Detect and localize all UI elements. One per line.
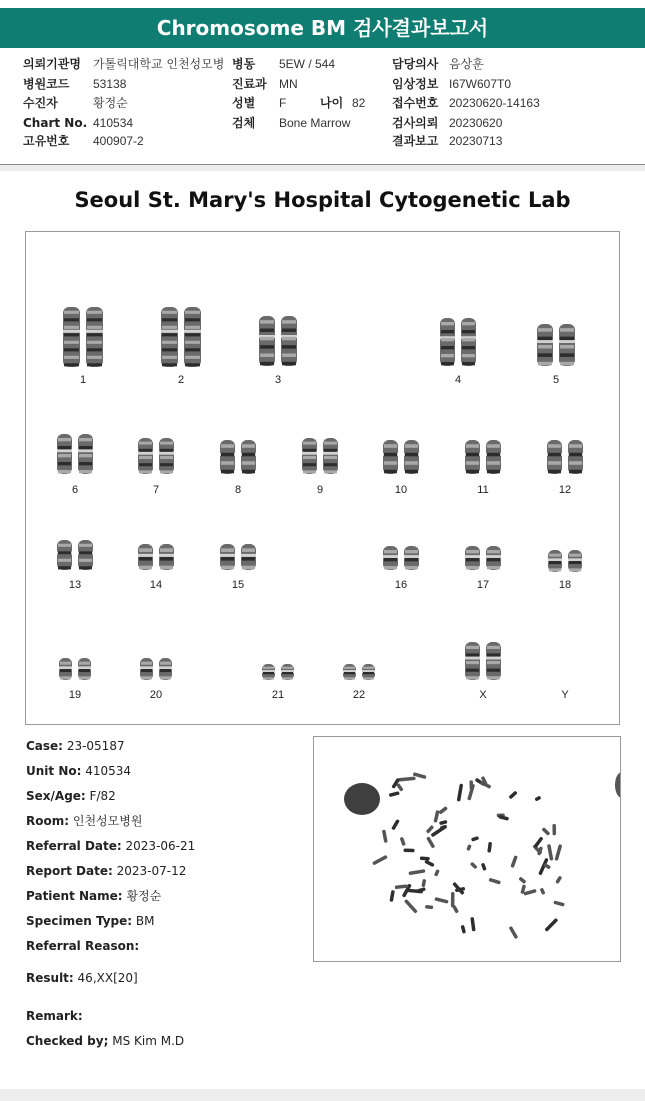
chromosome-pair-8 bbox=[220, 440, 256, 474]
remark-row bbox=[26, 1009, 83, 1023]
chromosome-label: 10 bbox=[394, 484, 408, 496]
chromosome-pair-7 bbox=[138, 438, 174, 474]
case-value: 23-05187 bbox=[66, 739, 125, 753]
chromosome-label: 14 bbox=[149, 579, 163, 591]
chromosome-pair-3 bbox=[259, 316, 297, 366]
chromosome-pair-12 bbox=[547, 440, 583, 474]
result-label: Result: bbox=[26, 971, 74, 985]
checked-label: Checked by; bbox=[26, 1034, 109, 1048]
patient-value: 황정순 bbox=[93, 96, 128, 110]
patient-name-row bbox=[26, 889, 161, 903]
chromosome-label: 2 bbox=[177, 374, 185, 386]
result-report-label: 결과보고 bbox=[392, 134, 439, 148]
result-report-value: 20230713 bbox=[449, 134, 503, 148]
chromosome-pair-15 bbox=[220, 544, 256, 570]
institution-label: 의뢰기관명 bbox=[23, 57, 81, 71]
specimen-type-label: Specimen Type: bbox=[26, 914, 133, 928]
case-label: Case: bbox=[26, 739, 63, 753]
lab-title: Seoul St. Mary's Hospital Cytogenetic Lab bbox=[74, 188, 571, 212]
referral-date-value: 2023-06-21 bbox=[125, 839, 196, 853]
chromosome-pair-5 bbox=[537, 324, 575, 366]
chromosome-label: X bbox=[479, 689, 487, 701]
sex-label: 성별 bbox=[232, 96, 256, 110]
department-label: 진료과 bbox=[232, 77, 267, 91]
chromosome-label: 21 bbox=[271, 689, 285, 701]
chromosome-pair-14 bbox=[138, 544, 174, 570]
chromosome-pair-16 bbox=[383, 546, 419, 570]
chromosome-label: 9 bbox=[316, 484, 324, 496]
chromosome-pair-1 bbox=[63, 307, 103, 367]
specimen-type-value: BM bbox=[135, 914, 155, 928]
chromosome-pair-21 bbox=[262, 664, 294, 680]
checked-value: MS Kim M.D bbox=[112, 1034, 185, 1048]
header-band bbox=[0, 165, 645, 171]
chromosome-label: 8 bbox=[234, 484, 242, 496]
age-label: 나이 bbox=[320, 96, 344, 110]
referral-reason-label: Referral Reason: bbox=[26, 939, 140, 953]
chromosome-label: 20 bbox=[149, 689, 163, 701]
report-date-label: Report Date: bbox=[26, 864, 113, 878]
chromosome-label: 4 bbox=[454, 374, 462, 386]
sex-value: F bbox=[279, 96, 287, 110]
chromosome-pair-X bbox=[465, 642, 501, 680]
chart-label: Chart No. bbox=[23, 116, 88, 130]
chromosome-label: 15 bbox=[231, 579, 245, 591]
chromosome-pair-13 bbox=[57, 540, 93, 570]
ward-label: 병동 bbox=[232, 57, 256, 71]
age-value: 82 bbox=[352, 96, 366, 110]
receipt-value: 20230620-14163 bbox=[449, 96, 540, 110]
chart-value: 410534 bbox=[93, 116, 134, 130]
chromosome-pair-17 bbox=[465, 546, 501, 570]
chromosome-label: 22 bbox=[352, 689, 366, 701]
chromosome-label: 12 bbox=[558, 484, 572, 496]
patient-label: 수진자 bbox=[23, 96, 58, 110]
chromosome-label: 17 bbox=[476, 579, 490, 591]
report-title: Chromosome BM 검사결과보고서 bbox=[0, 8, 645, 48]
metaphase-spread-illustration bbox=[314, 737, 620, 961]
room-value: 인천성모병원 bbox=[72, 814, 143, 828]
department-value: MN bbox=[279, 77, 298, 91]
unit-row bbox=[26, 764, 131, 778]
result-value: 46,XX[20] bbox=[77, 971, 138, 985]
chromosome-label: 11 bbox=[477, 484, 489, 496]
hospital-code-label: 병원코드 bbox=[23, 77, 70, 91]
referral-date-row bbox=[26, 839, 195, 853]
unique-label: 고유번호 bbox=[23, 134, 70, 148]
chromosome-label: 16 bbox=[394, 579, 408, 591]
specimen-type-row bbox=[26, 914, 155, 928]
karyotype-panel bbox=[25, 231, 620, 725]
chromosome-pair-2 bbox=[161, 307, 201, 367]
chromosome-label: 7 bbox=[152, 484, 160, 496]
unit-value: 410534 bbox=[85, 764, 132, 778]
bottom-band bbox=[0, 1089, 645, 1101]
room-label: Room: bbox=[26, 814, 70, 828]
sexage-value: F/82 bbox=[89, 789, 116, 803]
chromosome-label: Y bbox=[561, 689, 569, 701]
hospital-code-value: 53138 bbox=[93, 77, 127, 91]
chromosome-pair-19 bbox=[59, 658, 91, 680]
checked-row bbox=[26, 1034, 184, 1048]
report-date-value: 2023-07-12 bbox=[116, 864, 187, 878]
clinical-info-label: 임상정보 bbox=[392, 77, 439, 91]
chromosome-label: 1 bbox=[79, 374, 87, 386]
referral-date-label: Referral Date: bbox=[26, 839, 122, 853]
specimen-value: Bone Marrow bbox=[279, 116, 351, 130]
chromosome-label: 19 bbox=[68, 689, 82, 701]
ward-value: 5EW / 544 bbox=[279, 57, 336, 71]
chromosome-label: 18 bbox=[558, 579, 572, 591]
report-date-row bbox=[26, 864, 186, 878]
chromosome-pair-18 bbox=[548, 550, 582, 572]
chromosome-label: 3 bbox=[274, 374, 282, 386]
unit-label: Unit No: bbox=[26, 764, 82, 778]
chromosome-label: 5 bbox=[552, 374, 560, 386]
chromosome-label: 13 bbox=[68, 579, 82, 591]
chromosome-pair-6 bbox=[57, 434, 93, 474]
chromosome-pair-20 bbox=[140, 658, 172, 680]
metaphase-image bbox=[313, 736, 621, 962]
chromosome-pair-9 bbox=[302, 438, 338, 474]
case-row bbox=[26, 739, 125, 753]
sexage-row bbox=[26, 789, 116, 803]
specimen-label: 검체 bbox=[232, 116, 256, 130]
clinical-info-value: I67W607T0 bbox=[449, 77, 512, 91]
chromosome-pair-11 bbox=[465, 440, 501, 474]
institution-value: 가톨릭대학교 인천성모병 bbox=[93, 57, 225, 71]
doctor-label: 담당의사 bbox=[392, 57, 439, 71]
referral-reason-row bbox=[26, 939, 139, 953]
chromosome-label: 6 bbox=[71, 484, 79, 496]
chromosome-pair-4 bbox=[440, 318, 476, 366]
request-value: 20230620 bbox=[449, 116, 503, 130]
unique-value: 400907-2 bbox=[93, 134, 144, 148]
sexage-label: Sex/Age: bbox=[26, 789, 86, 803]
request-label: 검사의뢰 bbox=[392, 116, 439, 130]
receipt-label: 접수번호 bbox=[392, 96, 439, 110]
remark-label: Remark: bbox=[26, 1009, 83, 1023]
chromosome-pair-22 bbox=[343, 664, 375, 680]
patient-name-value: 황정순 bbox=[126, 889, 162, 903]
chromosome-pair-10 bbox=[383, 440, 419, 474]
patient-name-label: Patient Name: bbox=[26, 889, 123, 903]
room-row bbox=[26, 814, 142, 828]
doctor-value: 음상훈 bbox=[449, 57, 484, 71]
result-row bbox=[26, 971, 138, 985]
